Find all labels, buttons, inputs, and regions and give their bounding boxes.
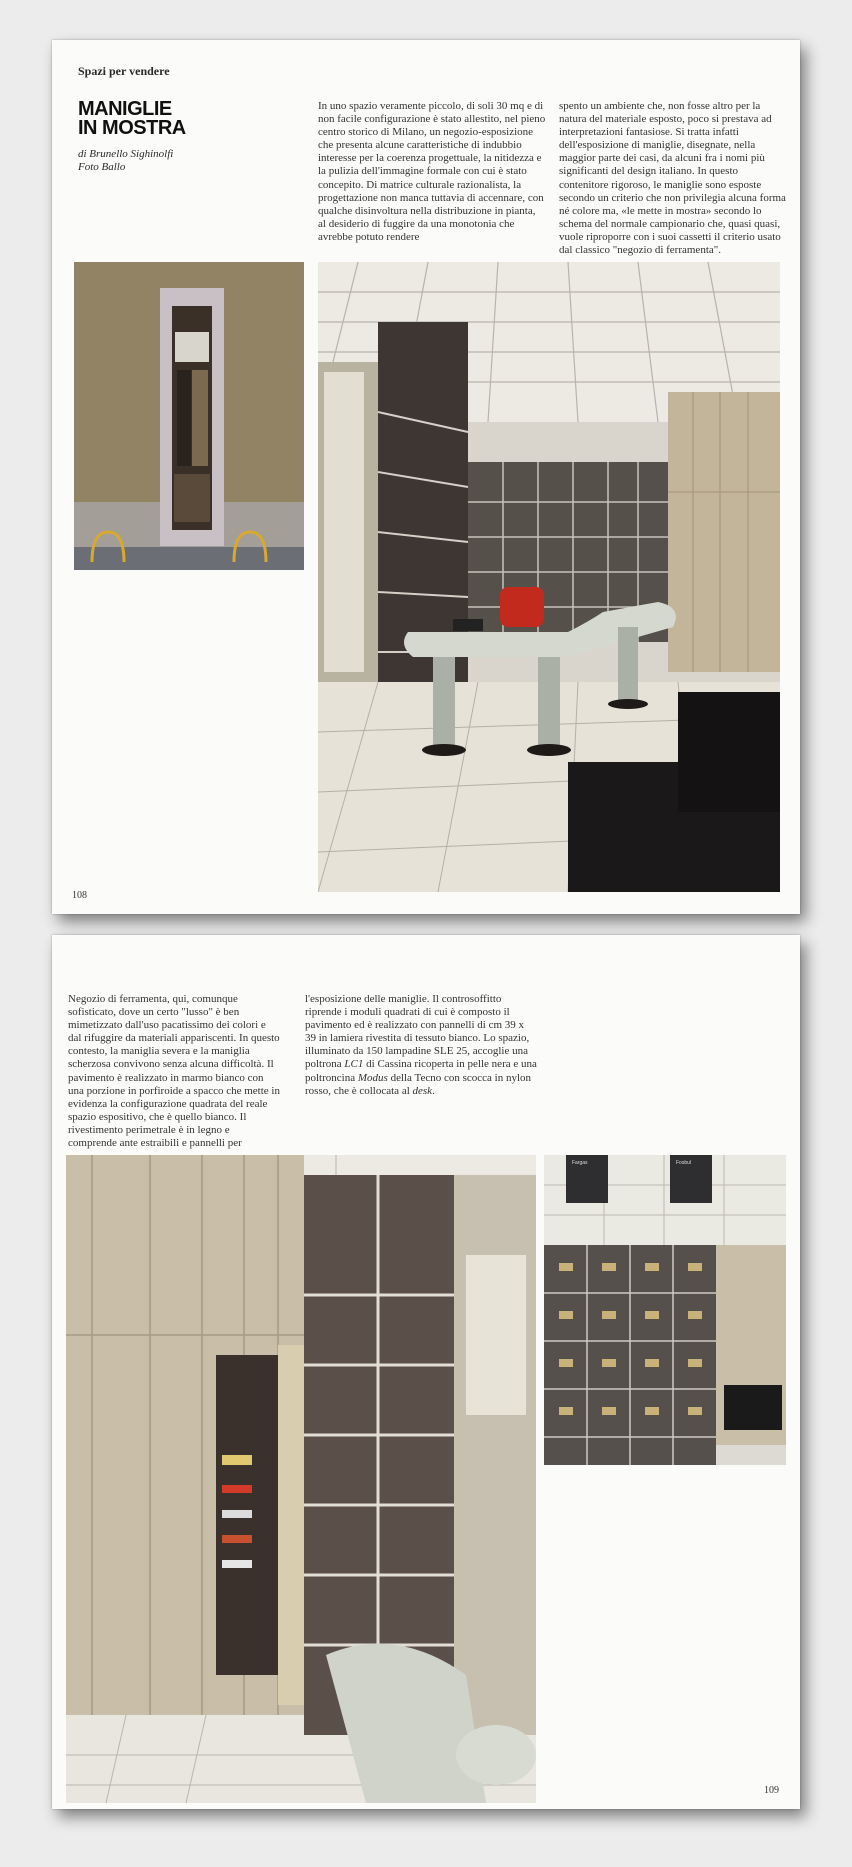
text-column-1: [318, 100, 546, 244]
article-title: [78, 100, 218, 138]
column-text: spento un ambiente che, non fosse altro per la natura del materiale esposto, poco si prestava ad interpretazioni fantasiose. Si tratta infatti dell'esposizione di maniglie, disegnate, nella maggior parte dei casi, da alcuni fra i nomi più significanti del design italiano. In questo contenitore rigoroso, le maniglie sono esposte secondo un criterio che non privilegia alcuna forma né colore ma, «le mette in mostra» secondo lo schema del normale campionario che, quasi quasi, vuole riproporre con i suoi cassetti il criterio usato dal classico "negozio di ferramenta".: [559, 100, 786, 257]
doorway-photo: [74, 262, 304, 570]
shop-interior-photo: [318, 262, 780, 892]
text-column-2: [559, 100, 787, 257]
text-run-italic: LC1: [344, 1058, 364, 1071]
handles-display-photo: [544, 1155, 786, 1465]
text-run: della Tecno con scocca in nylon rosso, che è collocata al: [305, 1071, 532, 1097]
section-kicker: Spazi per vendere: [78, 64, 170, 78]
column-text: Negozio di ferramenta, qui, comunque sofisticato, dove un certo "lusso" è ben mimetizzato dall'uso pacatissimo dei colori e dal rifuggire da materiali appariscenti. In questo contesto, la maniglia severa e la maniglia scherzosa convivono senza alcuna difficoltà. Il pavimento è realizzato in marmo bianco con una porzione in porfiroide a spacco che mette in evidenza la configurazione quadrata del reale spazio espositivo, che è quello bianco. Il rivestimento perimetrale è in legno e comprende ante estraibili e pannelli per: [68, 993, 280, 1150]
byline-photo: Foto Ballo: [78, 161, 126, 173]
column-text: In uno spazio veramente piccolo, di soli 30 mq e di non facile configurazione è stato allestito, nel pieno centro storico di Milano, un negozio-esposizione che presenta alcune caratteristiche di indubbio interesse per la coerenza progettuale, la nitidezza e la pulizia dell'immagine formale con cui è stato concepito. Di matrice culturale razionalista, la progettazione non manca tuttavia di accennare, con qualche disinvoltura nella distribuzione in pianta, al desiderio di fuggire da una monotonia che avrebbe potuto rendere: [318, 100, 546, 243]
text-run: .: [432, 1084, 435, 1097]
text-run: l'esposizione delle maniglie. Il controsoffitto riprende i moduli quadrati di cui è composto il pavimento ed è realizzato con pannelli di cm 39 x 39 in lamiera rivestita di tessuto bianco. Lo spazio, illuminato da 150 lampadine SLE 25, accoglie una poltrona: [305, 993, 530, 1071]
page-number: 108: [72, 890, 87, 901]
magazine-page-109: [52, 935, 800, 1809]
text-run-italic: Modus: [357, 1071, 388, 1084]
display-sign-right: Fosbul: [676, 1160, 692, 1166]
title-line-1: MANIGLIE: [78, 98, 172, 120]
byline-author: di Brunello Sighinolfi: [78, 148, 174, 160]
display-sign-left: Fargas: [572, 1160, 588, 1166]
title-line-2: IN MOSTRA: [78, 117, 186, 139]
text-column-2: [305, 993, 537, 1098]
magazine-page-108: [52, 40, 800, 914]
column-text: [305, 993, 537, 1098]
cabinet-interior-photo: [66, 1155, 536, 1803]
page-number: 109: [764, 1785, 779, 1796]
byline: [78, 148, 173, 174]
text-column-1: [68, 993, 280, 1150]
text-run-italic: desk: [412, 1084, 433, 1097]
text-run: di Cassina ricoperta in pelle nera e una poltroncina: [305, 1058, 537, 1084]
